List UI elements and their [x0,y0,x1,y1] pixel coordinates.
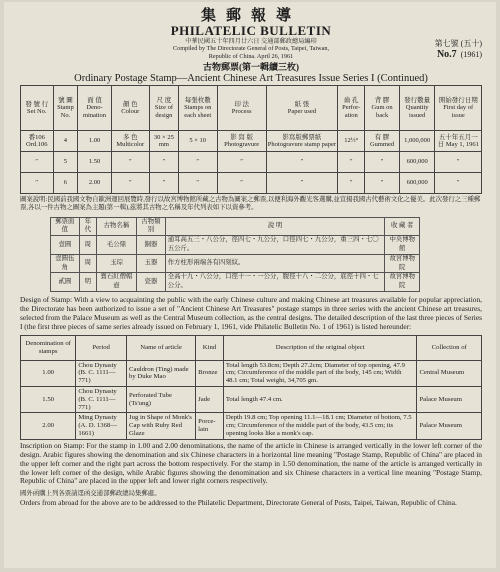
table-header-row: 郵票面值 年代 古物名稱 古物類別 說 明 收 藏 者 [51,217,420,236]
issue-number-cn: 第七號 (五十) [434,39,482,48]
design-label: Design of Stamp: [20,295,73,304]
col-process: 印 法 Process [217,86,266,131]
col-set-no: 發 號 行 Set No. [21,86,54,131]
design-text: With a view to acquainting the public with the early Chinese culture and making Chinese art treasures available for popular appreciation, the Directorate has been authorized to issue a set of "Ancient Chinese Art Treasures" postage stamps in three series with the ancient Chinese art treasures, selected from the Palace Museum as well as the Central Museum collection, as the central designs. The detailed description of the last three pieces of Series I (the first three pieces of same series already issued on February 1, 1961, vide Philatelic Bulletin No. 1 of 1961) is listed hereunder: [20,295,483,331]
compiled-line-en-1: Compiled by The Directorate General of Posts, Taipei, Taiwan, [172,45,329,53]
col-paper: 紙 張 Paper used [266,86,337,131]
col-quantity: 發行數量 Quantity issued [399,86,435,131]
header [20,8,482,60]
orders-cn: 國外函購上列各票請逕函交通部郵政總局集郵處。 [20,490,161,498]
design-paragraph [20,296,482,332]
col-first-day: 開始發行日期 First day of issue [435,86,482,131]
table-row: 貳圓 明 寶石紅僧帽壺 瓷器 全高十九・八公分，口徑十一・一公分，腹徑十八・二公分，底徑十四・七公分。 故宮博物院 [51,273,420,292]
chinese-title: 集郵報導 [200,8,301,24]
issue-number-en: No.7 [436,49,457,60]
bulletin-page [4,2,496,568]
issue-number [435,38,482,60]
col-stamp-no: 號 圖 Stamp No. [53,86,78,131]
compiled-line-cn: 中華民國五十年四月廿六日 交通部郵政總局編印 [185,38,317,45]
description-table [20,335,482,440]
english-title: PHILATELIC BULLETIN [170,23,332,38]
col-stamps-per-sheet: 每張枚數 Stamps on each sheet [178,86,217,131]
table-row: 壹圓伍角 周 玉琮 玉器 作方柱形兩端各有四刻紋。 故宮博物院 [51,254,420,273]
stamp-specification-table [20,85,482,194]
table-row: 番106 Ord.106 4 1.00 多 色 Multicolor 30 × 25 mm 5 × 10 影 寫 版 Photogravure 影寫版郵票紙 Photogravure stamp paper 12½° 有 膠 Gummed 1,000,000 五十年五月一日 May 1, 1961 [21,131,482,152]
artifact-table-cn-wrap [50,217,420,292]
col-colour: 顏 色 Colour [111,86,149,131]
orders-en: Orders from abroad for the above are to be addressed to the Philatelic Department, Directorate General of Posts, Taipei, Taiwan, Republic of China. [20,497,457,507]
table-header-row: Denomination of stamps Period Name of article Kind Description of the original object Collection of [21,335,482,360]
table-row: 1.50 Chou Dynasty (B. C. 1111—771) Perforated Tube (Ts'ung) Jade Total length 47.4 cm. Palace Museum [21,387,482,413]
table-row: 壹圓 周 毛公鼎 銅器 通耳高五三・八公分，徑四七・九公分，口徑四七・九公分，重三四・七〇五公斤。 中央博物館 [51,236,420,255]
subtitle-en: Ordinary Postage Stamp—Ancient Chinese Art Treasures Issue Series I (Continued) [74,73,428,85]
col-gum: 背 膠 Gum on back [365,86,400,131]
table-row: ″ 5 1.50 ″ ″ ″ ″ ″ ″ ″ 600,000 ″ [21,152,482,173]
subtitle-cn: 古物郵票(第一輯續三枚) [203,62,299,73]
col-denomination: 面 值 Deno-mination [78,86,111,131]
table-row: 1.00 Chou Dynasty (B. C. 1111—771) Cauldron (Ting) made by Duke Mao Bronze Total length 53.8cm; Depth 27.2cm; Diameter of top opening, 47.9 cm; Circumference of the middle part of the body, 145 cm; Width 48.1 cm; Total weight, 34,705 gm. Central Museum [21,360,482,386]
issue-year: (1961) [460,50,482,59]
inscription-paragraph [20,442,482,487]
col-perforation: 齒 孔 Perfor-ation [338,86,365,131]
artifact-table-cn [50,217,420,292]
design-note-cn: 圖案說明:民國前我國文物自歐洲運回展覽時,發行以故宮博物館所藏之古物為圖案之郵票,以便利海外觀光客選購,並宣揚我國古代藝術文化之優美。此次發行之三種郵票,各以一件古物之圖案為主題(第一輯),茲將其古物之名稱及年代列表如下以資參考。 [20,196,481,212]
compiled-line-en-2: Republic of China. April 26, 1961 [208,52,294,60]
inscription-text: For the stamp in 1.00 and 2.00 denominations, the name of the article in Chinese is arranged vertically in the lower left corner of the design. Arabic figures showing the denomination and six Chinese characters in a horizontal line meaning "Postage Stamp, Republic of China" are placed in the upper left corner and the right part across the bottom respectively. For the stamp in 1.50 denomination, the name of the article is arranged vertically in the lower left corner of the design, while Arabic figures showing the denomination and six Chinese characters in a vertical line meaning "Postage Stamp, Republic of China" are placed in the upper left and lower right corners respectively. [20,440,482,486]
table-row: ″ 6 2.00 ″ ″ ″ ″ ″ ″ ″ 600,000 ″ [21,173,482,194]
col-size: 尺 度 Size of design [149,86,178,131]
table-header-row [21,86,482,131]
inscription-label: Inscription on Stamp: [20,440,85,450]
table-row: 2.00 Ming Dynasty (A. D. 1368—1661) Jug in Shape of Monk's Cap with Ruby Red Glaze Porce-lain Depth 19.8 cm; Top opening 11.1—18.1 cm; Diameter of bottom, 7.5 cm; Circumference of the middle part of the body, 43.5 cm; its opening looks like a monk's cap. Palace Museum [21,413,482,439]
